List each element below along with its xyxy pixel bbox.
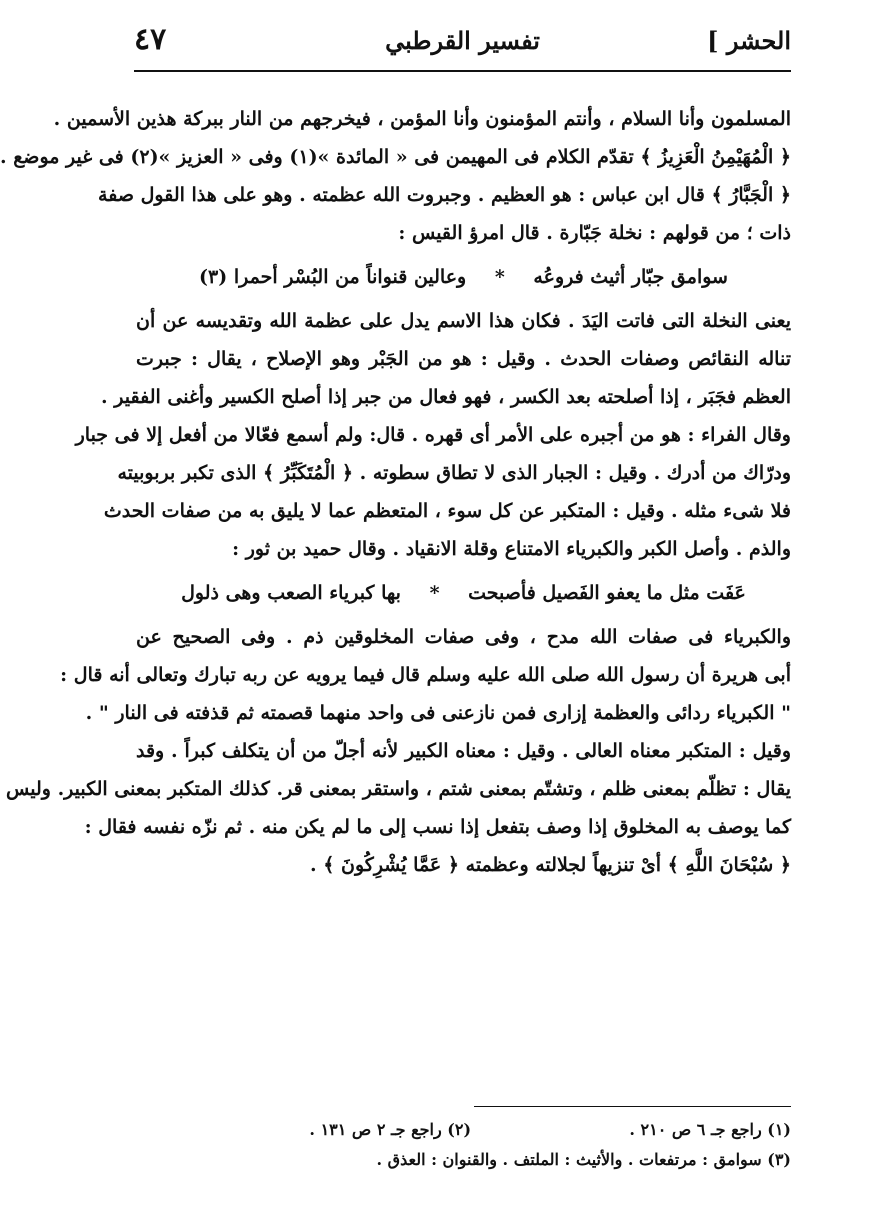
text-line: وقيل : المتكبر معناه العالى . وقيل : معناه الكبير لأنه أجلّ من أن يتكلف كبراً . وقد [136, 740, 791, 762]
footnote-3: (٣) سوامق : مرتفعات . والأثيث : الملتف . والقنوان : العذق . [376, 1150, 791, 1169]
surah-name: الحشر ] [707, 26, 791, 55]
text-line: كما يوصف به المخلوق إذا وصف بتفعل إذا نسب إلى ما لم يكن منه . ثم نزّه نفسه فقال : [84, 816, 791, 838]
poetry-verse [136, 568, 791, 618]
footnote-1: (١) راجع جـ ٦ ص ٢١٠ . [629, 1120, 791, 1139]
text-line: ﴿ الْمُهَيْمِنُ الْعَزِيزُ ﴾ تقدّم الكلام فى المهيمن فى « المائدة »(١) وفى « العزيز »(٢) فى غير موضع . [0, 146, 791, 168]
text-line: يقال : تظلّم بمعنى ظلم ، وتشتّم بمعنى شتم ، واستقر بمعنى قر. كذلك المتكبر بمعنى الكبير. وليس [6, 778, 791, 800]
text-line: أبى هريرة أن رسول الله صلى الله عليه وسلم قال فيما يرويه عن ربه تبارك وتعالى أنه قال : [60, 664, 791, 686]
text-line: فلا شىء مثله . وقيل : المتكبر عن كل سوء ، المتعظم عما لا يليق به من صفات الحدث [103, 500, 791, 522]
text-line: والذم . وأصل الكبر والكبرياء الامتناع وقلة الانقياد . وقال حميد بن ثور : [232, 538, 791, 560]
poetry-verse [136, 252, 791, 302]
book-title: تفسير القرطبي [385, 26, 540, 55]
text-line: العظم فجَبَر ، إذا أصلحته بعد الكسر ، فهو فعال من جبر إذا أصلح الكسير وأغنى الفقير . [101, 386, 791, 408]
text-line: المسلمون وأنا السلام ، وأنتم المؤمنون وأنا المؤمن ، فيخرجهم من النار ببركة هذين الأسمين . [53, 108, 791, 130]
page-header [134, 22, 791, 66]
footnotes [136, 1115, 791, 1175]
verse-second-hemistich: بها كبرياء الصعب وهى ذلول [181, 582, 401, 604]
text-line: ﴿ الْجَبَّارُ ﴾ قال ابن عباس : هو العظيم . وجبروت الله عظمته . وهو على هذا القول صفة [98, 184, 791, 206]
text-line: وقال الفراء : هو من أجبره على الأمر أى قهره . قال: ولم أسمع فعّالا من أفعل إلا فى جبار [75, 424, 791, 446]
text-line: والكبرياء فى صفات الله مدح ، وفى صفات المخلوقين ذم . وفى الصحيح عن [136, 626, 791, 648]
text-line: ودرّاك من أدرك . وقيل : الجبار الذى لا تطاق سطوته . ﴿ الْمُتَكَبِّرُ ﴾ الذى تكبر بربوبيته [117, 462, 791, 484]
text-line: ﴿ سُبْحَانَ اللَّهِ ﴾ أىْ تنزيهاً لجلالته وعظمته ﴿ عَمَّا يُشْرِكُونَ ﴾ . [310, 854, 791, 876]
verse-first-hemistich: سوامق جبّار أثيث فروعُه [533, 266, 728, 288]
body-text [0, 100, 791, 884]
verse-second-hemistich: وعالين قنواناً من البُسْر أحمرا (٣) [199, 266, 467, 288]
verse-separator: * [429, 582, 440, 604]
footnote-row [136, 1115, 791, 1145]
verse-separator: * [494, 266, 505, 288]
header-rule [134, 70, 791, 72]
page-number: ٤٧ [134, 22, 167, 57]
text-line: تناله النقائص وصفات الحدث . وقيل : هو من الجَبْر وهو الإصلاح ، يقال : جبرت [136, 348, 791, 370]
text-line: يعنى النخلة التى فاتت اليَدَ . فكان هذا الاسم يدل على عظمة الله وتقديسه عن أن [136, 310, 791, 332]
footnote-row [136, 1145, 791, 1175]
footnote-rule [474, 1106, 791, 1107]
text-line: " الكبرياء ردائى والعظمة إزارى فمن نازعنى فى واحد منهما قصمته ثم قذفته فى النار " . [85, 702, 791, 724]
footnote-2: (٢) راجع جـ ٢ ص ١٣١ . [309, 1120, 472, 1139]
verse-first-hemistich: عَفَت مثل ما يعفو الفَصيل فأصبحت [468, 582, 746, 604]
text-line: ذات ؛ من قولهم : نخلة جَبّارة . قال امرؤ القيس : [398, 222, 791, 244]
